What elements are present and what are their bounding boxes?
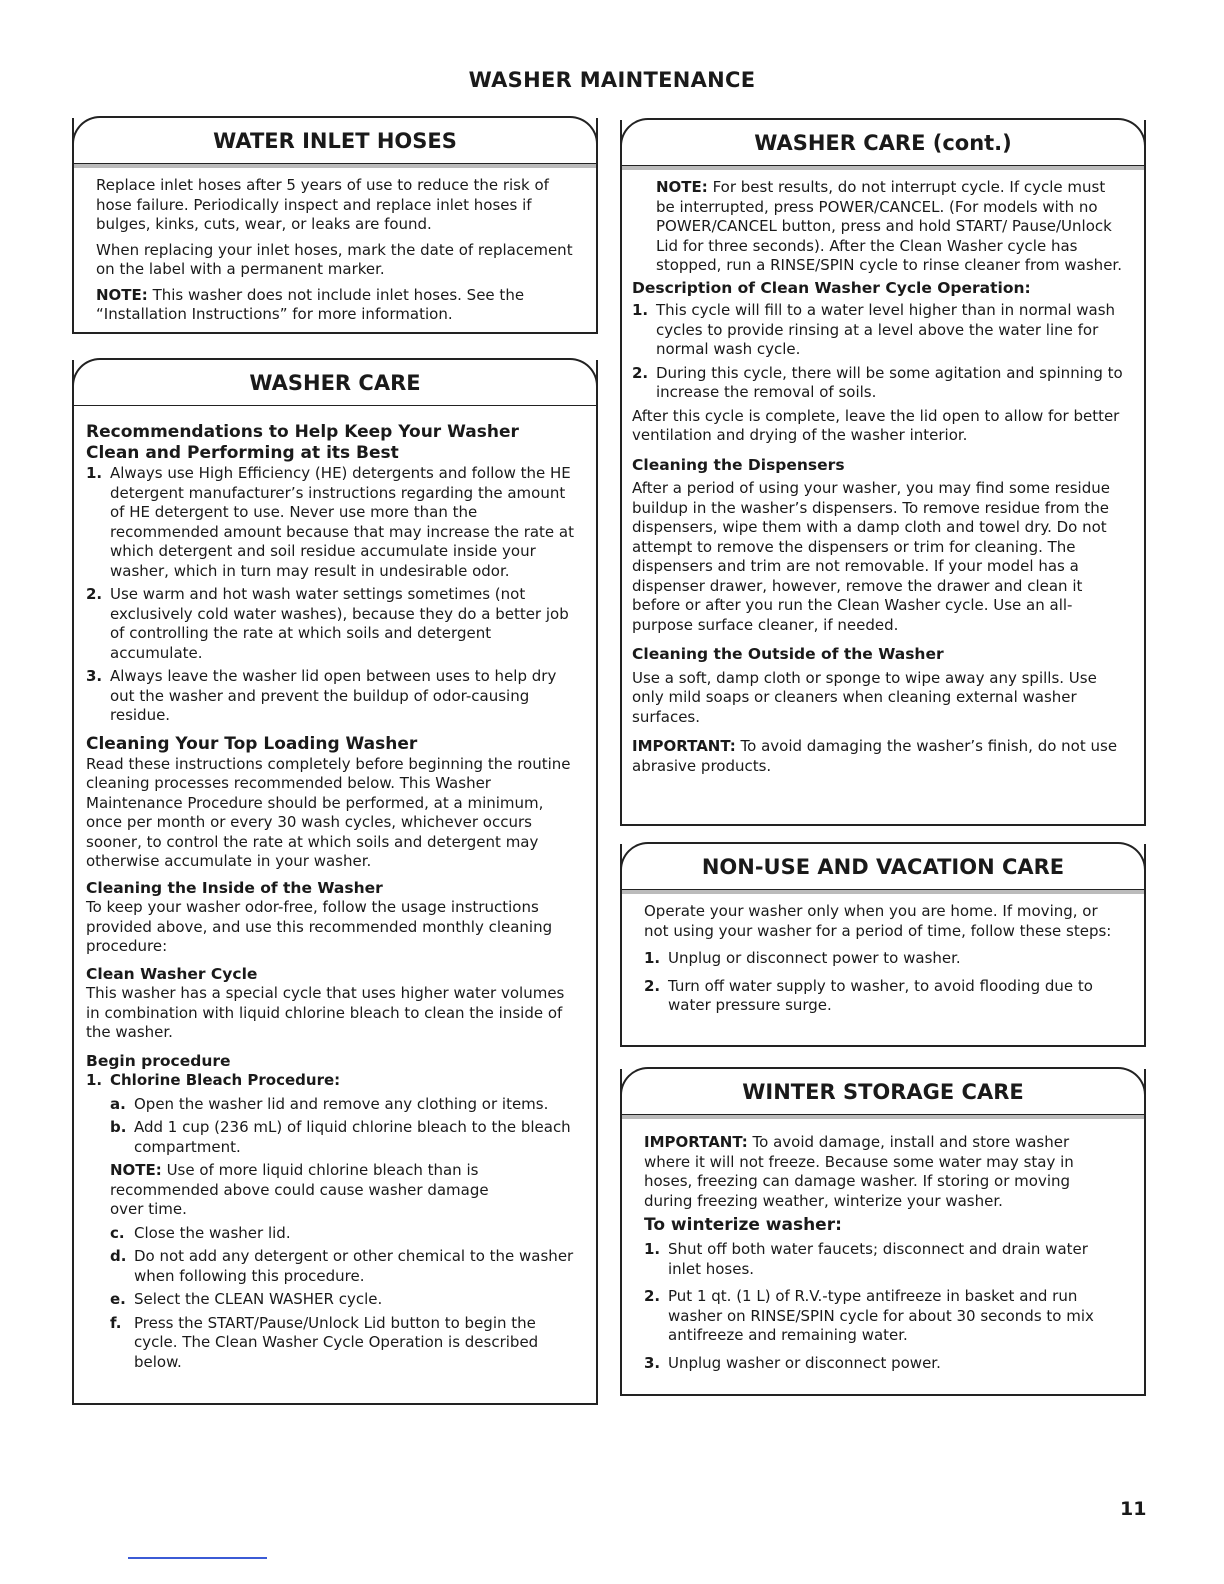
list-item: 1. Chlorine Bleach Procedure: <box>86 1071 341 1089</box>
paragraph: When replacing your inlet hoses, mark the date of replacement on the label with a permanent marker. <box>96 240 573 278</box>
list-item: 2. Use warm and hot wash water settings sometimes (not exclusively cold water washes), because they do a better job of controlling the rate at which soils and detergent accumulate. <box>86 585 569 662</box>
subheading: Cleaning the Inside of the Washer <box>86 878 383 897</box>
water-inlet-hoses-section <box>72 118 598 334</box>
step-item: e. Select the CLEAN WASHER cycle. <box>110 1290 383 1308</box>
paragraph: To keep your washer odor-free, follow the usage instructions provided above, and use this recommended monthly cleaning procedure: <box>86 898 553 955</box>
subheading: Cleaning the Outside of the Washer <box>632 645 944 663</box>
paragraph: Use a soft, damp cloth or sponge to wipe away any spills. Use only mild soaps or cleaners when cleaning external washer surfaces. <box>632 668 1097 726</box>
list-item: 2. Turn off water supply to washer, to avoid flooding due to water pressure surge. <box>644 976 1093 1014</box>
paragraph: Read these instructions completely before beginning the routine cleaning processes recommended below. This Washer Maintenance Procedure should be performed, at a minimum, once per month or every 30 wash cycles, whichever occurs sooner, to control the rate at which soils and detergent may otherwise accumulate in your washer. <box>86 754 571 870</box>
step-item: d. Do not add any detergent or other chemical to the washer when following this procedure. <box>110 1247 574 1285</box>
paragraph: After this cycle is complete, leave the lid open to allow for better ventilation and drying of the washer interior. <box>632 406 1120 444</box>
important-note: IMPORTANT: To avoid damaging the washer’s finish, do not use abrasive products. <box>632 737 1118 775</box>
paragraph: Replace inlet hoses after 5 years of use to reduce the risk of hose failure. Periodically inspect and replace inlet hoses if bulges, kinks, cuts, wear, or leaks are found. <box>96 176 549 233</box>
important-note: IMPORTANT: To avoid damage, install and store washer where it will not freeze. Because some water may stay in hoses, freezing can damage washer. If storing or moving during freezing weather, winterize your washer. <box>644 1133 1074 1210</box>
winter-storage-section <box>620 1069 1146 1396</box>
note: NOTE: For best results, do not interrupt cycle. If cycle must be interrupted, press POWER/CANCEL. (For models with no POWER/CANCEL button, press and hold START/ Pause/Unlock Lid for three seconds). After the Clean Washer cycle has stopped, run a RINSE/SPIN cycle to rinse cleaner from washer. <box>656 178 1122 274</box>
subheading: Recommendations to Help Keep Your Washer Clean and Performing at its Best <box>86 422 519 463</box>
footer-divider <box>128 1557 267 1559</box>
subheading: To winterize washer: <box>644 1215 842 1235</box>
step-item: f. Press the START/Pause/Unlock Lid button to begin the cycle. The Clean Washer Cycle Operation is described below. <box>110 1313 539 1371</box>
list-item: 2. Put 1 qt. (1 L) of R.V.-type antifreeze in basket and run washer on RINSE/SPIN cycle for about 30 seconds to mix antifreeze and remaining water. <box>644 1287 1094 1344</box>
non-use-vacation-section <box>620 844 1146 1047</box>
page-number: 11 <box>1120 1498 1147 1520</box>
note: NOTE: Use of more liquid chlorine bleach than is recommended above could cause washer damage over time. <box>110 1161 489 1218</box>
list-item: 1. This cycle will fill to a water level higher than in normal wash cycles to provide rinsing at a level above the water line for normal wash cycle. <box>632 301 1116 358</box>
list-item: 2. During this cycle, there will be some agitation and spinning to increase the removal of soils. <box>632 363 1123 401</box>
subheading: Description of Clean Washer Cycle Operation: <box>632 278 1031 297</box>
subheading: Cleaning the Dispensers <box>632 455 845 474</box>
paragraph: After a period of using your washer, you may find some residue buildup in the washer’s dispensers. To remove residue from the dispensers, wipe them with a damp cloth and towel dry. Do not attempt to remove the dispensers or trim for cleaning. The dispensers and trim are not removable. If your model has a dispenser drawer, however, remove the drawer and clean it before or after you run the Clean Washer cycle. Use an all-purpose surface cleaner, if needed. <box>632 479 1110 634</box>
section-title: NON-USE AND VACATION CARE <box>620 842 1146 890</box>
step-item: b. Add 1 cup (236 mL) of liquid chlorine bleach to the bleach compartment. <box>110 1118 571 1156</box>
washer-care-section <box>72 360 598 1405</box>
subheading: Cleaning Your Top Loading Washer <box>86 733 418 754</box>
subheading: Begin procedure <box>86 1051 231 1070</box>
list-item: 3. Always leave the washer lid open between uses to help dry out the washer and prevent the buildup of odor-causing residue. <box>86 667 557 724</box>
list-item: 1. Unplug or disconnect power to washer. <box>644 949 961 967</box>
note: NOTE: This washer does not include inlet hoses. See the “Installation Instructions” for more information. <box>96 285 525 323</box>
paragraph: This washer has a special cycle that uses higher water volumes in combination with liquid chlorine bleach to clean the inside of the washer. <box>86 984 565 1041</box>
washer-care-cont-section <box>620 120 1146 826</box>
section-title: WASHER CARE (cont.) <box>620 118 1146 166</box>
section-title: WATER INLET HOSES <box>72 116 598 164</box>
section-title: WINTER STORAGE CARE <box>620 1067 1146 1115</box>
list-item: 1. Shut off both water faucets; disconnect and drain water inlet hoses. <box>644 1240 1088 1278</box>
list-item: 3. Unplug washer or disconnect power. <box>644 1353 941 1372</box>
step-item: a. Open the washer lid and remove any clothing or items. <box>110 1094 549 1113</box>
step-item: c. Close the washer lid. <box>110 1223 291 1242</box>
subheading: Clean Washer Cycle <box>86 964 258 983</box>
list-item: 1. Always use High Efficiency (HE) detergents and follow the HE detergent manufacturer’s instructions regarding the amount of HE detergent to use. Never use more than the recommended amount because that may increase the rate at which detergent and soil residue accumulate inside your washer, which in turn may result in undesirable odor. <box>86 464 575 580</box>
paragraph: Operate your washer only when you are home. If moving, or not using your washer for a period of time, follow these steps: <box>644 902 1112 940</box>
section-title: WASHER CARE <box>72 358 598 406</box>
page-title: WASHER MAINTENANCE <box>468 68 756 92</box>
